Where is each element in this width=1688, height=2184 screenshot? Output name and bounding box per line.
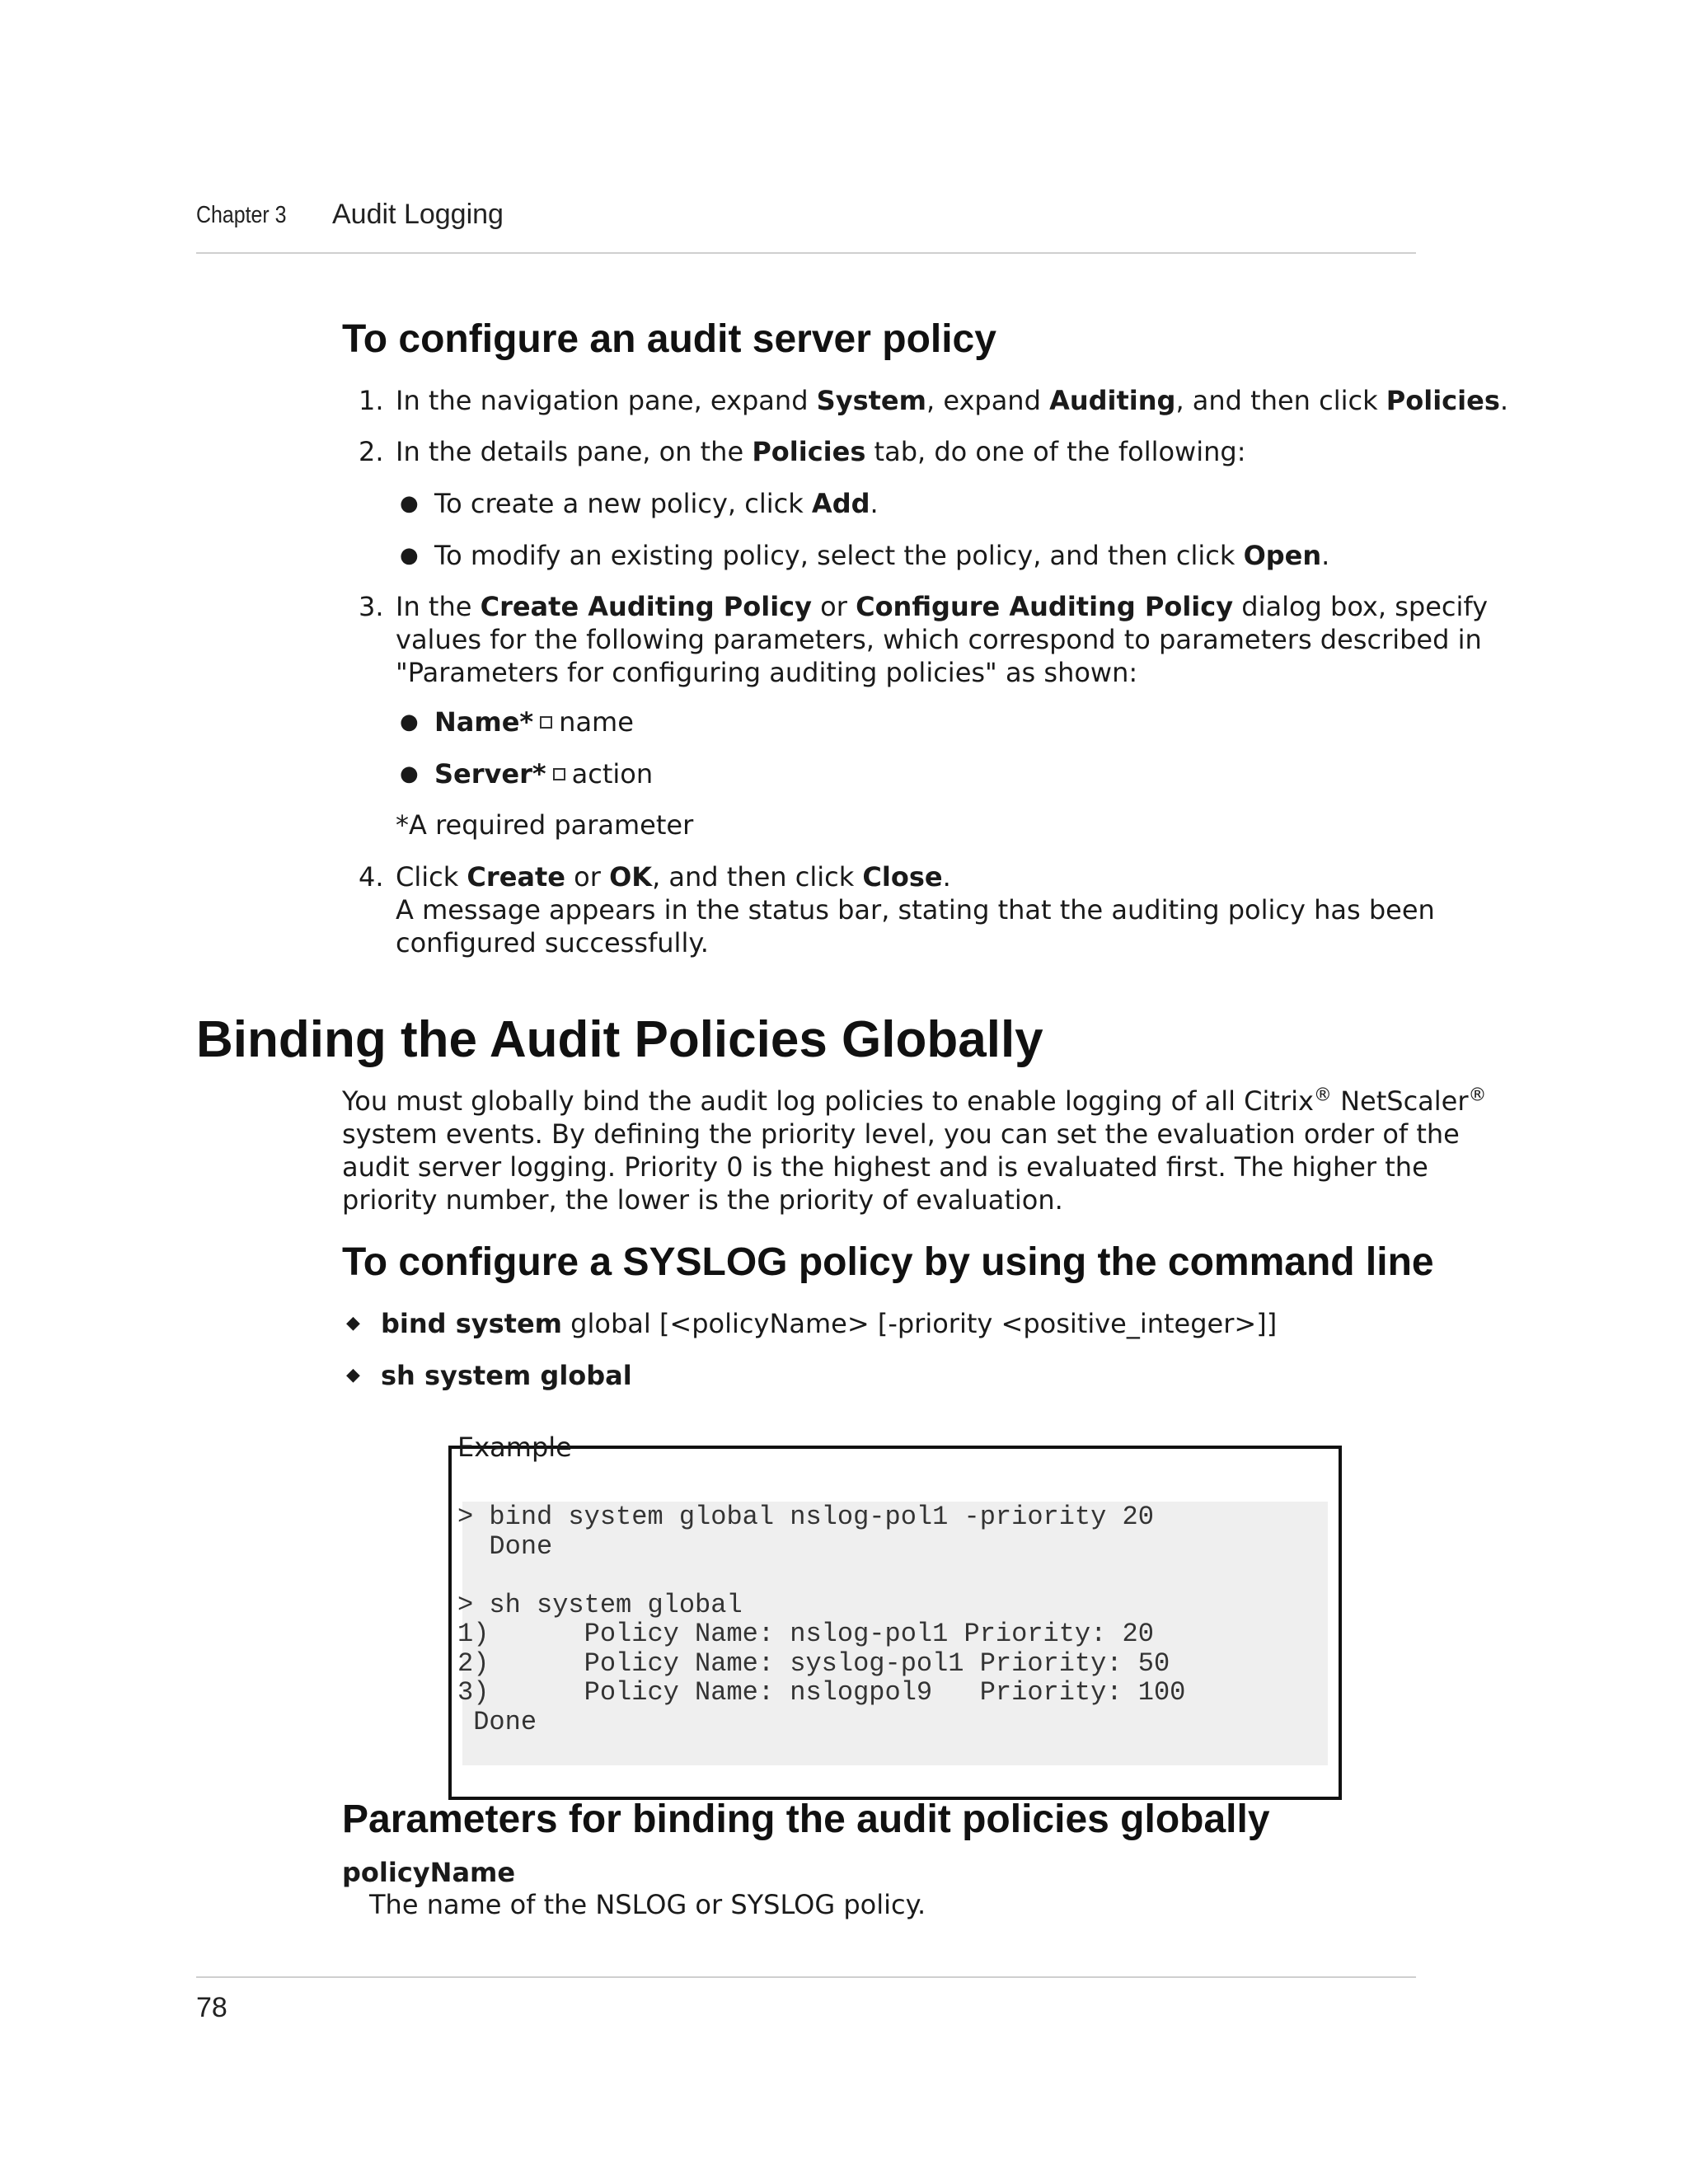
param-policyname-label: policyName (342, 1857, 516, 1888)
bullet-dot-icon: ● (400, 491, 419, 516)
bullet-dot-icon: ● (400, 543, 419, 568)
step-number: 2. (359, 436, 384, 467)
required-note: *A required parameter (396, 809, 694, 841)
step-number: 4. (359, 861, 384, 893)
example-label: Example (457, 1432, 572, 1463)
header-title: Audit Logging (332, 199, 504, 230)
step-number: 1. (359, 385, 384, 416)
registered-mark: ® (1468, 1085, 1487, 1106)
footer-rule (196, 1976, 1416, 1978)
binding-paragraph: You must globally bind the audit log policies to enable logging of all Citrix® NetScaler® system events. By defining the priority level, you can set the evaluation order of the audit server logging. Priority 0 is the highest and is evaluated first. The higher the priority number, the lower is the priority of evaluation. (342, 1085, 1487, 1216)
separator-box-icon (553, 768, 565, 780)
section-heading-configure-audit-server-policy: To configure an audit server policy (342, 317, 996, 361)
section-heading-parameters-binding: Parameters for binding the audit policies globally (342, 1797, 1270, 1841)
header-rule (196, 252, 1416, 254)
code-block: > bind system global nslog-pol1 -priority 20 Done > sh system global 1) Policy Name: nslog-pol1 Priority: 20 2) Policy Name: syslog-pol1 Priority: 50 3) Policy Name: nslogpol9 Priority: 100 Done (457, 1502, 1186, 1737)
diamond-bullet-icon: ◆ (346, 1365, 360, 1385)
section-heading-syslog-command-line: To configure a SYSLOG policy by using the command line (342, 1240, 1434, 1284)
section-heading-binding-audit-policies: Binding the Audit Policies Globally (196, 1011, 1043, 1068)
separator-box-icon (540, 716, 552, 729)
diamond-bullet-icon: ◆ (346, 1313, 360, 1333)
step-number: 3. (359, 591, 384, 622)
registered-mark: ® (1313, 1085, 1332, 1106)
bullet-dot-icon: ● (400, 762, 419, 786)
page-number: 78 (196, 1992, 227, 2023)
header-chapter: Chapter 3 (196, 202, 287, 228)
bullet-dot-icon: ● (400, 710, 419, 734)
param-policyname-description: The name of the NSLOG or SYSLOG policy. (369, 1889, 926, 1920)
